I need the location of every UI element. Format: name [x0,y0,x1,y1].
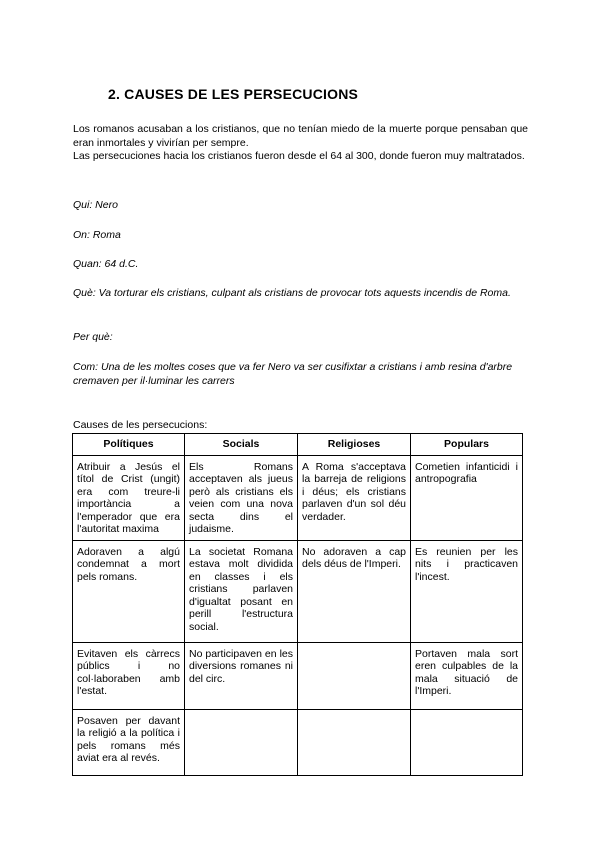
intro-paragraph-2: Las persecuciones hacia los cristianos fueron desde el 64 al 300, donde fueron muy maltratados. [73,150,525,162]
header-politiques: Polítiques [73,434,185,456]
table-cell-empty [298,642,411,709]
table-row [73,709,523,775]
table-cell: La societat Romana estava molt dividida en classes i els cristians parlaven d'igualtat posant en perill l'estructura social. [185,540,298,642]
header-populars: Populars [411,434,523,456]
when-line: Quan: 64 d.C. [73,258,139,270]
table-cell: No participaven en les diversions romanes ni del circ. [185,642,298,709]
table-cell: A Roma s'acceptava la barreja de religions i déus; els cristians parlaven d'un sol déu verdader. [298,455,411,540]
table-cell: Els Romans acceptaven als jueus però als cristians els veien com una nova secta dins el judaisme. [185,455,298,540]
table-cell: Cometien infanticidi i antropografia [411,455,523,540]
table-cell: Evitaven els càrrecs públics i no col·laboraben amb l'estat. [73,642,185,709]
table-cell: Es reunien per les nits i practicaven l'incest. [411,540,523,642]
causes-table [72,433,523,776]
table-row [73,540,523,642]
what-line: Què: Va torturar els cristians, culpant als cristians de provocar tots aquests incendis de Roma. [73,287,511,299]
header-religioses: Religioses [298,434,411,456]
why-line: Per què: [73,331,113,343]
table-cell-empty [185,709,298,775]
section-title: 2. CAUSES DE LES PERSECUCIONS [108,86,359,102]
intro-paragraph-1: Los romanos acusaban a los cristianos, que no tenían miedo de la muerte porque pensaban que eran inmortales y vivirían per sempre. [73,123,528,149]
table-row [73,642,523,709]
table-caption: Causes de les persecucions: [73,419,208,431]
who-line: Qui: Nero [73,199,118,211]
table-cell: Posaven per davant la religió a la política i pels romans més aviat era al revés. [73,709,185,775]
table-header-row [73,434,523,456]
table-row [73,455,523,540]
how-line: Com: Una de les moltes coses que va fer Nero va ser cusifixtar a cristians i amb resina d'arbre cremaven per il·luminar les carrers [73,361,513,387]
intro-text [73,123,528,164]
where-line: On: Roma [73,229,121,241]
table-cell: No adoraven a cap dels déus de l'Imperi. [298,540,411,642]
header-socials: Socials [185,434,298,456]
table-cell-empty [411,709,523,775]
table-cell-empty [298,709,411,775]
table-cell: Adoraven a algú condemnat a mort pels romans. [73,540,185,642]
table-cell: Portaven mala sort eren culpables de la mala situació de l'Imperi. [411,642,523,709]
table-cell: Atribuir a Jesús el títol de Crist (ungit) era com treure-li importància a l'emperador que era l'autoritat maxima [73,455,185,540]
